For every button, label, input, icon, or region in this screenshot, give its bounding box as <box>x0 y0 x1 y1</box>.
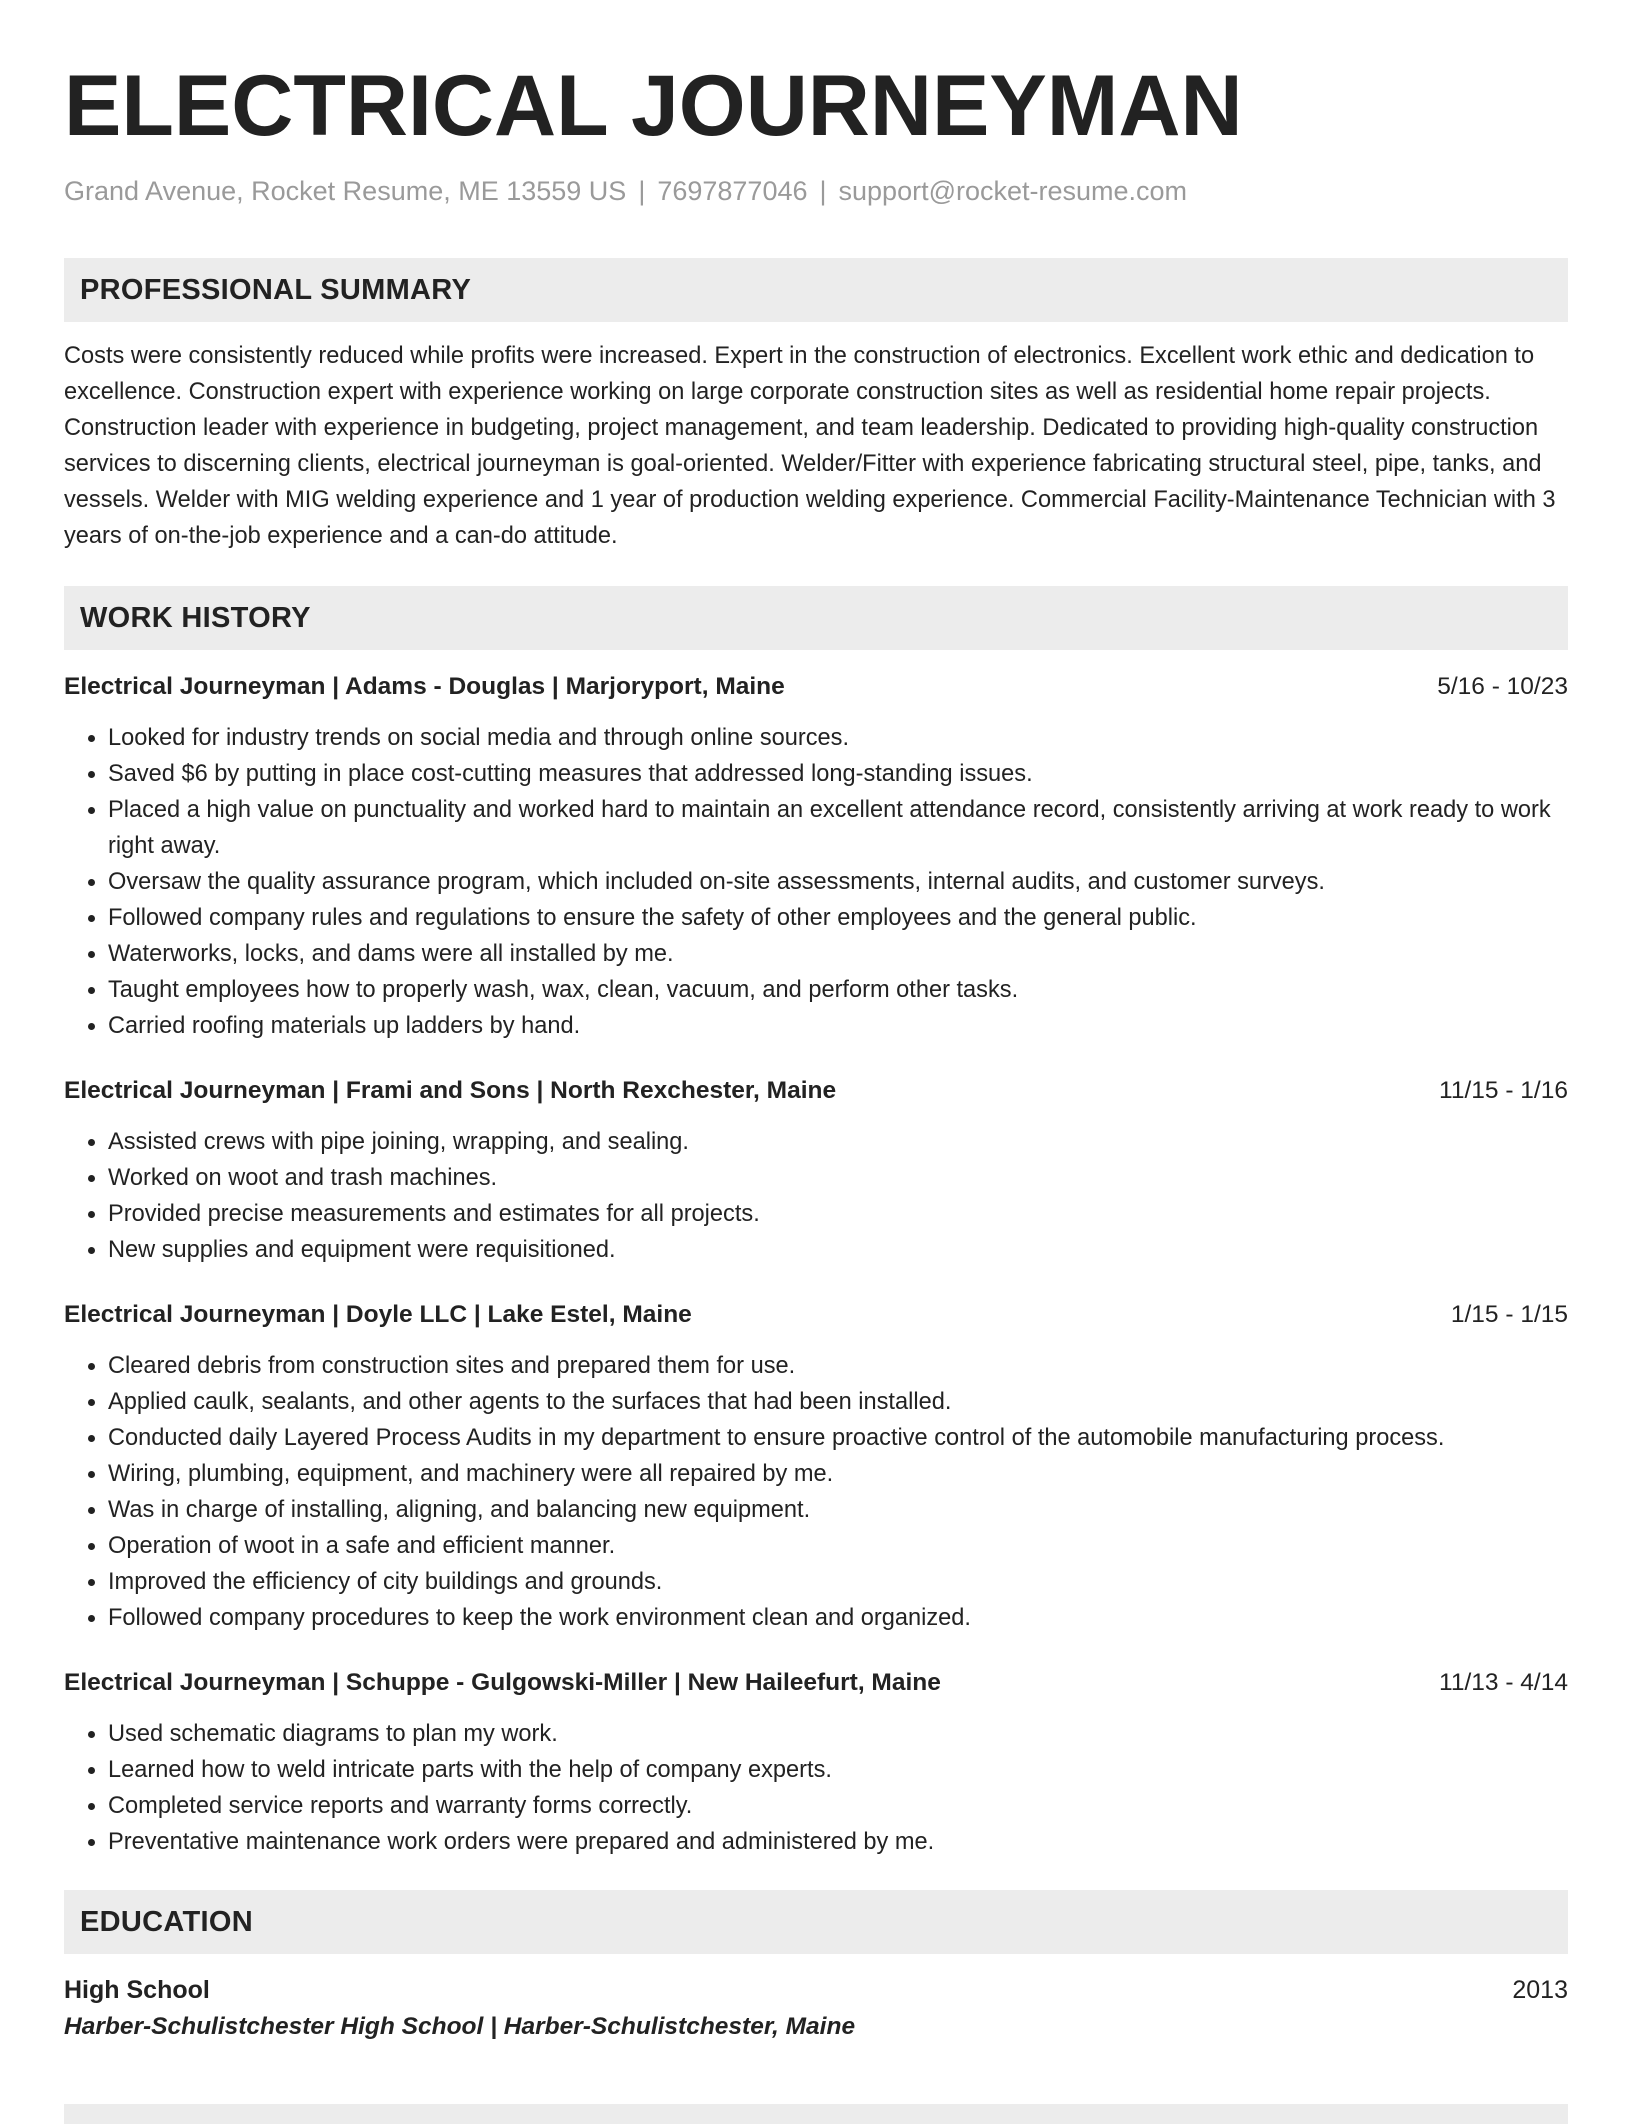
job-dates: 5/16 - 10/23 <box>1437 673 1568 700</box>
section-heading-work-history: WORK HISTORY <box>64 586 1568 650</box>
work-history-section <box>64 586 1568 1860</box>
contact-address: Grand Avenue, Rocket Resume, ME 13559 US <box>64 176 627 206</box>
job-dates: 11/13 - 4/14 <box>1439 1669 1568 1696</box>
job-title: Electrical Journeyman | Frami and Sons | North Rexchester, Maine <box>64 1077 837 1104</box>
job-bullet: • Completed service reports and warranty forms correctly. <box>108 1788 1568 1824</box>
job-bullet: • Placed a high value on punctuality and worked hard to maintain an excellent attendance record, consistently arriving at work ready to work right away. <box>108 792 1568 864</box>
job-title: Electrical Journeyman | Schuppe - Gulgowski-Miller | New Haileefurt, Maine <box>64 1669 941 1696</box>
job-dates: 1/15 - 1/15 <box>1450 1301 1568 1328</box>
job-bullet: • Conducted daily Layered Process Audits in my department to ensure proactive control of the automobile manufacturing process. <box>108 1420 1568 1456</box>
job-bullets <box>64 720 1568 1044</box>
contact-separator: | <box>819 176 827 206</box>
job-header <box>64 670 1568 704</box>
job-bullet: • Saved $6 by putting in place cost-cutting measures that addressed long-standing issues. <box>108 756 1568 792</box>
job-header <box>64 1298 1568 1332</box>
job-title: Electrical Journeyman | Adams - Douglas | Marjoryport, Maine <box>64 673 785 700</box>
job-bullet: • Waterworks, locks, and dams were all installed by me. <box>108 936 1568 972</box>
job-bullet: • Followed company procedures to keep the work environment clean and organized. <box>108 1600 1568 1636</box>
job-bullet: • Followed company rules and regulations to ensure the safety of other employees and the general public. <box>108 900 1568 936</box>
job-bullet: • Used schematic diagrams to plan my work. <box>108 1716 1568 1752</box>
job-entry <box>64 1074 1568 1268</box>
job-bullet: • Oversaw the quality assurance program, which included on-site assessments, internal audits, and customer surveys. <box>108 864 1568 900</box>
job-dates: 11/15 - 1/16 <box>1439 1077 1568 1104</box>
contact-separator: | <box>638 176 646 206</box>
contact-email: support@rocket-resume.com <box>838 176 1188 206</box>
education-entry <box>64 1972 1568 2046</box>
job-entry <box>64 1298 1568 1636</box>
summary-section <box>64 258 1568 554</box>
job-title: Electrical Journeyman | Doyle LLC | Lake Estel, Maine <box>64 1301 692 1328</box>
job-header <box>64 1074 1568 1108</box>
job-bullet: • Operation of woot in a safe and efficient manner. <box>108 1528 1568 1564</box>
contact-line <box>64 174 1568 208</box>
job-bullet: • Learned how to weld intricate parts with the help of company experts. <box>108 1752 1568 1788</box>
job-bullet: • Preventative maintenance work orders were prepared and administered by me. <box>108 1824 1568 1860</box>
job-bullet: • Provided precise measurements and estimates for all projects. <box>108 1196 1568 1232</box>
resume-title: ELECTRICAL JOURNEYMAN <box>64 58 1243 154</box>
job-bullets <box>64 1348 1568 1636</box>
job-bullets <box>64 1124 1568 1268</box>
education-header <box>64 1972 1568 2008</box>
job-bullets <box>64 1716 1568 1860</box>
section-heading-education: EDUCATION <box>64 1890 1568 1954</box>
education-section <box>64 1890 1568 2046</box>
job-bullet: • Looked for industry trends on social media and through online sources. <box>108 720 1568 756</box>
education-year: 2013 <box>1512 1976 1568 2004</box>
job-header <box>64 1666 1568 1700</box>
job-bullet: • Worked on woot and trash machines. <box>108 1160 1568 1196</box>
job-bullet: • Assisted crews with pipe joining, wrapping, and sealing. <box>108 1124 1568 1160</box>
job-bullet: • Improved the efficiency of city buildings and grounds. <box>108 1564 1568 1600</box>
contact-phone: 7697877046 <box>657 176 808 206</box>
resume-page <box>64 0 1568 2046</box>
summary-text: Costs were consistently reduced while profits were increased. Expert in the construction of electronics. Excellent work ethic and dedication to excellence. Construction expert with experience working on large corporate construction sites as well as residential home repair projects. Construction leader with experience in budgeting, project management, and team leadership. Dedicated to providing high-quality construction services to discerning clients, electrical journeyman is goal-oriented. Welder/Fitter with experience fabricating structural steel, pipe, tanks, and vessels. Welder with MIG welding experience and 1 year of production welding experience. Commercial Facility-Maintenance Technician with 3 years of on-the-job experience and a can-do attitude. <box>64 343 1556 549</box>
job-bullet: • Was in charge of installing, aligning, and balancing new equipment. <box>108 1492 1568 1528</box>
next-section-heading-bar <box>64 2104 1568 2124</box>
education-school: Harber-Schulistchester High School | Harber-Schulistchester, Maine <box>64 2013 856 2040</box>
section-heading-summary: PROFESSIONAL SUMMARY <box>64 258 1568 322</box>
job-bullet: • New supplies and equipment were requisitioned. <box>108 1232 1568 1268</box>
education-degree: High School <box>64 1976 210 2004</box>
job-bullet: • Cleared debris from construction sites and prepared them for use. <box>108 1348 1568 1384</box>
job-bullet: • Taught employees how to properly wash, wax, clean, vacuum, and perform other tasks. <box>108 972 1568 1008</box>
job-entry <box>64 670 1568 1044</box>
job-bullet: • Carried roofing materials up ladders by hand. <box>108 1008 1568 1044</box>
job-bullet: • Wiring, plumbing, equipment, and machinery were all repaired by me. <box>108 1456 1568 1492</box>
job-bullet: • Applied caulk, sealants, and other agents to the surfaces that had been installed. <box>108 1384 1568 1420</box>
job-entry <box>64 1666 1568 1860</box>
